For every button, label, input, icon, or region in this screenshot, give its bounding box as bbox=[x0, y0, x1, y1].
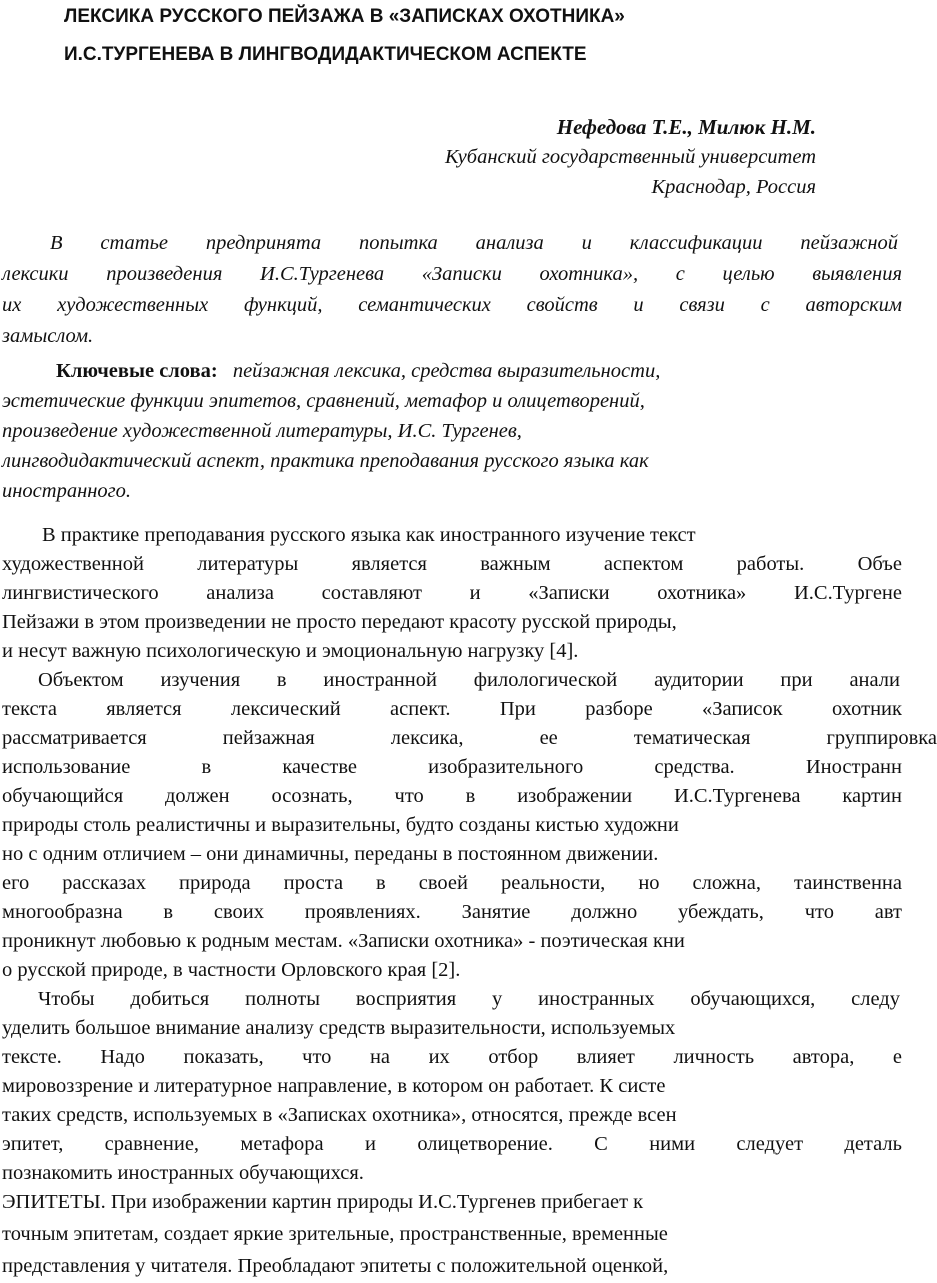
keywords-label: Ключевые слова: bbox=[56, 360, 218, 382]
abstract-line: лексики произведения И.С.Тургенева «Записки охотника», с целью выявления bbox=[2, 263, 902, 285]
body-line: представления у читателя. Преобладают эпитеты с положительной оценкой, bbox=[2, 1255, 669, 1277]
body-line: его рассказах природа проста в своей реальности, но сложна, таинственна bbox=[2, 872, 902, 894]
keywords-line: иностранного. bbox=[2, 480, 132, 502]
body-line: В практике преподавания русского языка как иностранного изучение текст bbox=[42, 524, 696, 546]
body-line: текста является лексический аспект. При разборе «Записок охотник bbox=[2, 698, 902, 720]
body-line: Пейзажи в этом произведении не просто передают красоту русской природы, bbox=[2, 611, 677, 633]
keywords-line: лингводидактический аспект, практика преподавания русского языка как bbox=[2, 450, 649, 472]
abstract-line: замыслом. bbox=[2, 325, 94, 347]
title-line: ЛЕКСИКА РУССКОГО ПЕЙЗАЖА В «ЗАПИСКАХ ОХОТНИКА» bbox=[64, 6, 625, 27]
body-line: уделить большое внимание анализу средств выразительности, используемых bbox=[2, 1017, 676, 1039]
authors: Нефедова Т.Е., Милюк Н.М. bbox=[556, 115, 816, 139]
abstract-line: В статье предпринята попытка анализа и классификации пейзажной bbox=[50, 232, 898, 254]
section-heading-epithets: ЭПИТЕТЫ. При изображении картин природы И.С.Тургенев прибегает к bbox=[2, 1191, 644, 1213]
body-line: рассматривается пейзажная лексика, ее тематическая группировка bbox=[2, 727, 937, 749]
body-line: природы столь реалистичны и выразительны, будто созданы кистью художни bbox=[2, 814, 679, 836]
body-line: эпитет, сравнение, метафора и олицетворение. С ними следует деталь bbox=[2, 1133, 902, 1155]
body-line: Объектом изучения в иностранной филологической аудитории при анали bbox=[38, 669, 900, 691]
body-line: проникнут любовью к родным местам. «Записки охотника» - поэтическая кни bbox=[2, 930, 685, 952]
city: Краснодар, Россия bbox=[651, 176, 816, 198]
keywords-line: пейзажная лексика, средства выразительности, bbox=[232, 360, 661, 382]
title-line: И.С.ТУРГЕНЕВА В ЛИНГВОДИДАКТИЧЕСКОМ АСПЕКТЕ bbox=[64, 44, 587, 65]
body-line: использование в качестве изобразительного средства. Иностранн bbox=[2, 756, 902, 778]
body-line: художественной литературы является важным аспектом работы. Объе bbox=[2, 553, 902, 575]
abstract-line: их художественных функций, семантических свойств и связи с авторским bbox=[2, 294, 902, 316]
body-line: и несут важную психологическую и эмоциональную нагрузку [4]. bbox=[2, 640, 579, 662]
body-line: тексте. Надо показать, что на их отбор влияет личность автора, е bbox=[2, 1046, 902, 1068]
body-line: обучающийся должен осознать, что в изображении И.С.Тургенева картин bbox=[2, 785, 902, 807]
keywords-line: произведение художественной литературы, И.С. Тургенев, bbox=[2, 420, 522, 442]
body-line: мировоззрение и литературное направление, в котором он работает. К систе bbox=[2, 1075, 666, 1097]
body-line: многообразна в своих проявлениях. Занятие должно убеждать, что авт bbox=[2, 901, 902, 923]
body-line: познакомить иностранных обучающихся. bbox=[2, 1162, 364, 1184]
keywords-line: эстетические функции эпитетов, сравнений, метафор и олицетворений, bbox=[2, 390, 645, 412]
body-line: точным эпитетам, создает яркие зрительные, пространственные, временные bbox=[2, 1223, 668, 1245]
body-line: Чтобы добиться полноты восприятия у иностранных обучающихся, следу bbox=[38, 988, 900, 1010]
body-line: таких средств, используемых в «Записках охотника», относятся, прежде всен bbox=[2, 1104, 677, 1126]
university: Кубанский государственный университет bbox=[444, 146, 816, 168]
body-line: лингвистического анализа составляют и «Записки охотника» И.С.Тургене bbox=[2, 582, 902, 604]
body-line: но с одним отличием – они динамичны, переданы в постоянном движении. bbox=[2, 843, 659, 865]
body-line: о русской природе, в частности Орловского края [2]. bbox=[2, 959, 461, 981]
